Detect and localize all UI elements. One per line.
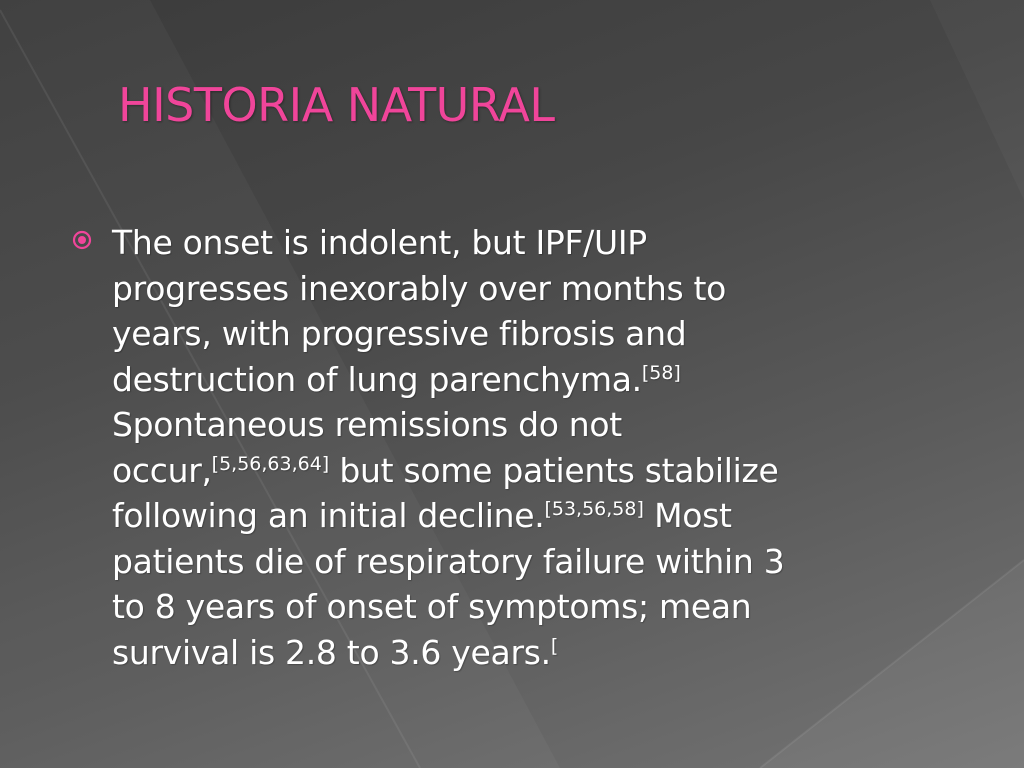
citation-superscript: [ [550,634,559,657]
text-line: to 8 years of onset of symptoms; mean [112,587,752,626]
text-segment: but some patients stabilize [329,450,779,490]
text-line [112,493,972,539]
text-line [112,630,972,676]
citation-superscript: [5,56,63,64] [211,452,330,475]
text-segment: occur, [112,450,212,490]
text-line: patients die of respiratory failure within 3 [112,541,785,581]
text-line: years, with progressive fibrosis and [112,314,687,353]
citation-superscript: [53,56,58] [544,498,644,520]
text-line [112,357,972,403]
bullet-item [112,220,972,675]
citation-superscript: [58] [641,361,681,384]
circled-dot-bullet-icon [71,229,93,251]
text-line [112,448,972,494]
bullet-list [112,220,972,675]
text-segment: Most [643,496,732,535]
text-segment: following an initial decline. [112,496,545,535]
slide-title: HISTORIA NATURAL [118,78,555,132]
text-line: Spontaneous remissions do not [112,405,622,444]
text-line: progresses inexorably over months to [112,268,727,308]
text-segment: destruction of lung parenchyma. [112,359,642,399]
bullet-text [112,220,972,675]
text-segment: survival is 2.8 to 3.6 years. [112,632,551,672]
text-line: The onset is indolent, but IPF/UIP [112,223,647,262]
